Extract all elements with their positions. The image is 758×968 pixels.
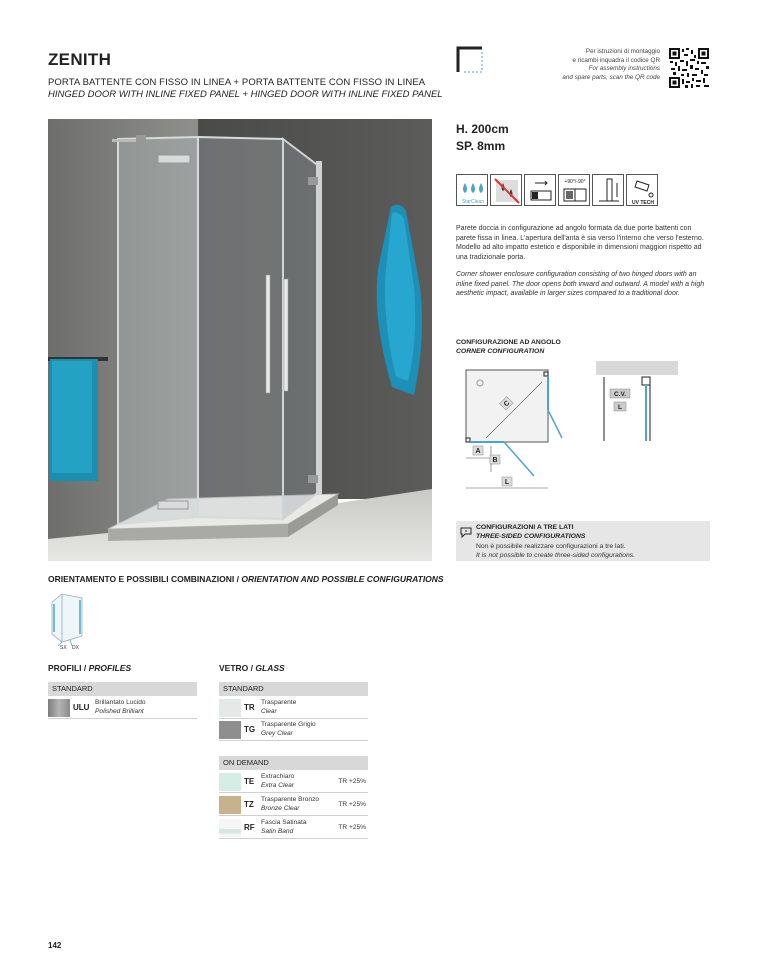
description-it: Parete doccia in configurazione ad angolo formata da due porte battenti con parete fissa in linea. L'apertura dell'anta è sia verso l'interno che verso l'esterno. Modello ad alto impatto estetico e disponibile in dimensioni maggiori rispetto ad una tradizionale porta. <box>456 225 704 261</box>
dim-c-label: C <box>502 399 512 409</box>
glass-row-tz[interactable] <box>219 794 368 816</box>
speech-bubble-icon <box>460 526 472 538</box>
qr-text-en-2: and spare parts, scan the QR code <box>562 73 660 81</box>
no-limescale-icon <box>490 174 522 206</box>
dim-l2-label: L <box>618 404 622 411</box>
configuration-title-it: CONFIGURAZIONE AD ANGOLO <box>456 339 561 346</box>
feature-icons <box>456 174 658 206</box>
glass-name-it: Trasparente <box>261 699 297 706</box>
glass-label <box>261 720 316 738</box>
orientation-title-en: ORIENTATION AND POSSIBLE CONFIGURATIONS <box>241 574 444 584</box>
note-title-en: THREE-SIDED CONFIGURATIONS <box>476 532 586 540</box>
orientation-sx-label: SX <box>60 645 67 650</box>
glass-code: TG <box>244 725 256 734</box>
profile-name-it: Brillantato Lucido <box>95 699 146 706</box>
glass-name-en: Bronze Clear <box>261 805 300 812</box>
profile-height-icon <box>592 174 624 206</box>
profile-name-en: Polished Brilliant <box>95 708 144 715</box>
description-en: Corner shower enclosure configuration consisting of two hinged doors with an inline fixed panel. The door opens both inward and outward. A model with a high aesthetic impact, available in larger sizes compared to a traditional door. <box>456 271 705 298</box>
product-subtitle-en: HINGED DOOR WITH INLINE FIXED PANEL + HINGED DOOR WITH INLINE FIXED PANEL <box>48 89 443 100</box>
dim-b-label: B <box>492 457 498 464</box>
glass-name-en: Grey Clear <box>261 730 293 737</box>
glass-standard-header: STANDARD <box>219 682 368 696</box>
glass-swatch <box>219 699 241 717</box>
glass-title-en: GLASS <box>255 663 285 673</box>
product-subtitle-it: PORTA BATTENTE CON FISSO IN LINEA + PORTA BATTENTE CON FISSO IN LINEA <box>48 77 426 88</box>
opening-angle-icon <box>558 174 590 206</box>
orientation-title <box>48 574 444 584</box>
glass-row-tg[interactable] <box>219 719 368 741</box>
product-title: ZENITH <box>48 50 112 69</box>
specifications <box>456 121 509 155</box>
qr-text-en-1: For assembly instructions <box>588 65 660 73</box>
section-detail-diagram <box>596 361 680 443</box>
glass-label <box>261 698 296 716</box>
glass-row-tr[interactable] <box>219 697 368 719</box>
glass-swatch <box>219 796 241 814</box>
dim-cv-label: C.V. <box>613 391 627 398</box>
glass-row-rf[interactable] <box>219 817 368 839</box>
glass-on-demand-header: ON DEMAND <box>219 756 368 770</box>
reversible-icon <box>524 174 556 206</box>
glass-title-it: VETRO / <box>219 663 254 673</box>
glass-title <box>219 663 285 673</box>
orientation-diagram <box>48 590 88 650</box>
qr-instructions <box>540 48 660 82</box>
glass-name-en: Satin Band <box>261 828 294 835</box>
note-title <box>476 524 585 541</box>
corner-bracket-icon <box>456 46 484 74</box>
orientation-dx-label: DX <box>72 645 79 650</box>
orientation-title-it: ORIENTAMENTO E POSSIBILI COMBINAZIONI / <box>48 574 239 584</box>
note-body-it: Non è possibile realizzare configurazioni a tre lati. <box>476 543 626 550</box>
profiles-title-it: PROFILI / <box>48 663 87 673</box>
glass-row-te[interactable] <box>219 771 368 793</box>
opening-angle-label: +90°/-90° <box>564 179 586 185</box>
glass-name-en: Extra Clear <box>261 782 294 789</box>
starclean-label: StarClean <box>461 199 485 205</box>
glass-name-it: Trasparente Grigio <box>261 721 316 728</box>
glass-name-it: Fascia Satinata <box>261 819 307 826</box>
note-title-it: CONFIGURAZIONI A TRE LATI <box>476 524 574 531</box>
glass-code: TE <box>244 777 255 786</box>
glass-swatch <box>219 721 241 739</box>
height-spec: H. 200cm <box>456 122 509 136</box>
page-number: 142 <box>48 941 62 950</box>
glass-code: RF <box>244 823 255 832</box>
profiles-standard-header: STANDARD <box>48 682 197 696</box>
uv-tech-label: UV TECH <box>632 200 654 206</box>
glass-label <box>261 795 319 813</box>
thickness-spec: SP. 8mm <box>456 139 506 153</box>
glass-label <box>261 772 294 790</box>
glass-name-en: Clear <box>261 708 277 715</box>
glass-surcharge: TR +25% <box>338 824 366 831</box>
glass-name-it: Trasparente Bronzo <box>261 796 320 803</box>
qr-text-it-2: e ricambi inquadra il codice QR <box>572 56 660 64</box>
glass-surcharge: TR +25% <box>338 778 366 785</box>
profiles-title <box>48 663 131 673</box>
qr-text-it-1: Per istruzioni di montaggio <box>585 48 660 55</box>
profile-swatch <box>48 699 70 717</box>
glass-code: TR <box>244 703 255 712</box>
glass-code: TZ <box>244 800 254 809</box>
glass-label <box>261 818 306 836</box>
configuration-title-en: CORNER CONFIGURATION <box>456 348 545 355</box>
qr-code-icon[interactable] <box>668 47 710 89</box>
note-body-en: It is not possible to create three-sided configurations. <box>476 551 636 559</box>
glass-swatch <box>219 819 241 837</box>
starclean-drops-icon <box>456 174 488 206</box>
glass-swatch <box>219 773 241 791</box>
glass-surcharge: TR +25% <box>338 801 366 808</box>
glass-name-it: Extrachiaro <box>261 773 295 780</box>
profiles-title-en: PROFILES <box>88 663 132 673</box>
note-body <box>476 543 635 560</box>
dim-a-label: A <box>475 448 481 455</box>
profile-label <box>95 698 146 716</box>
corner-configuration-diagram <box>456 360 576 495</box>
uv-tech-icon <box>626 174 658 206</box>
profile-code: ULU <box>73 703 90 712</box>
profile-row[interactable] <box>48 697 197 719</box>
product-photo <box>48 119 432 561</box>
configuration-title <box>456 338 561 356</box>
dim-l-label: L <box>504 479 510 486</box>
